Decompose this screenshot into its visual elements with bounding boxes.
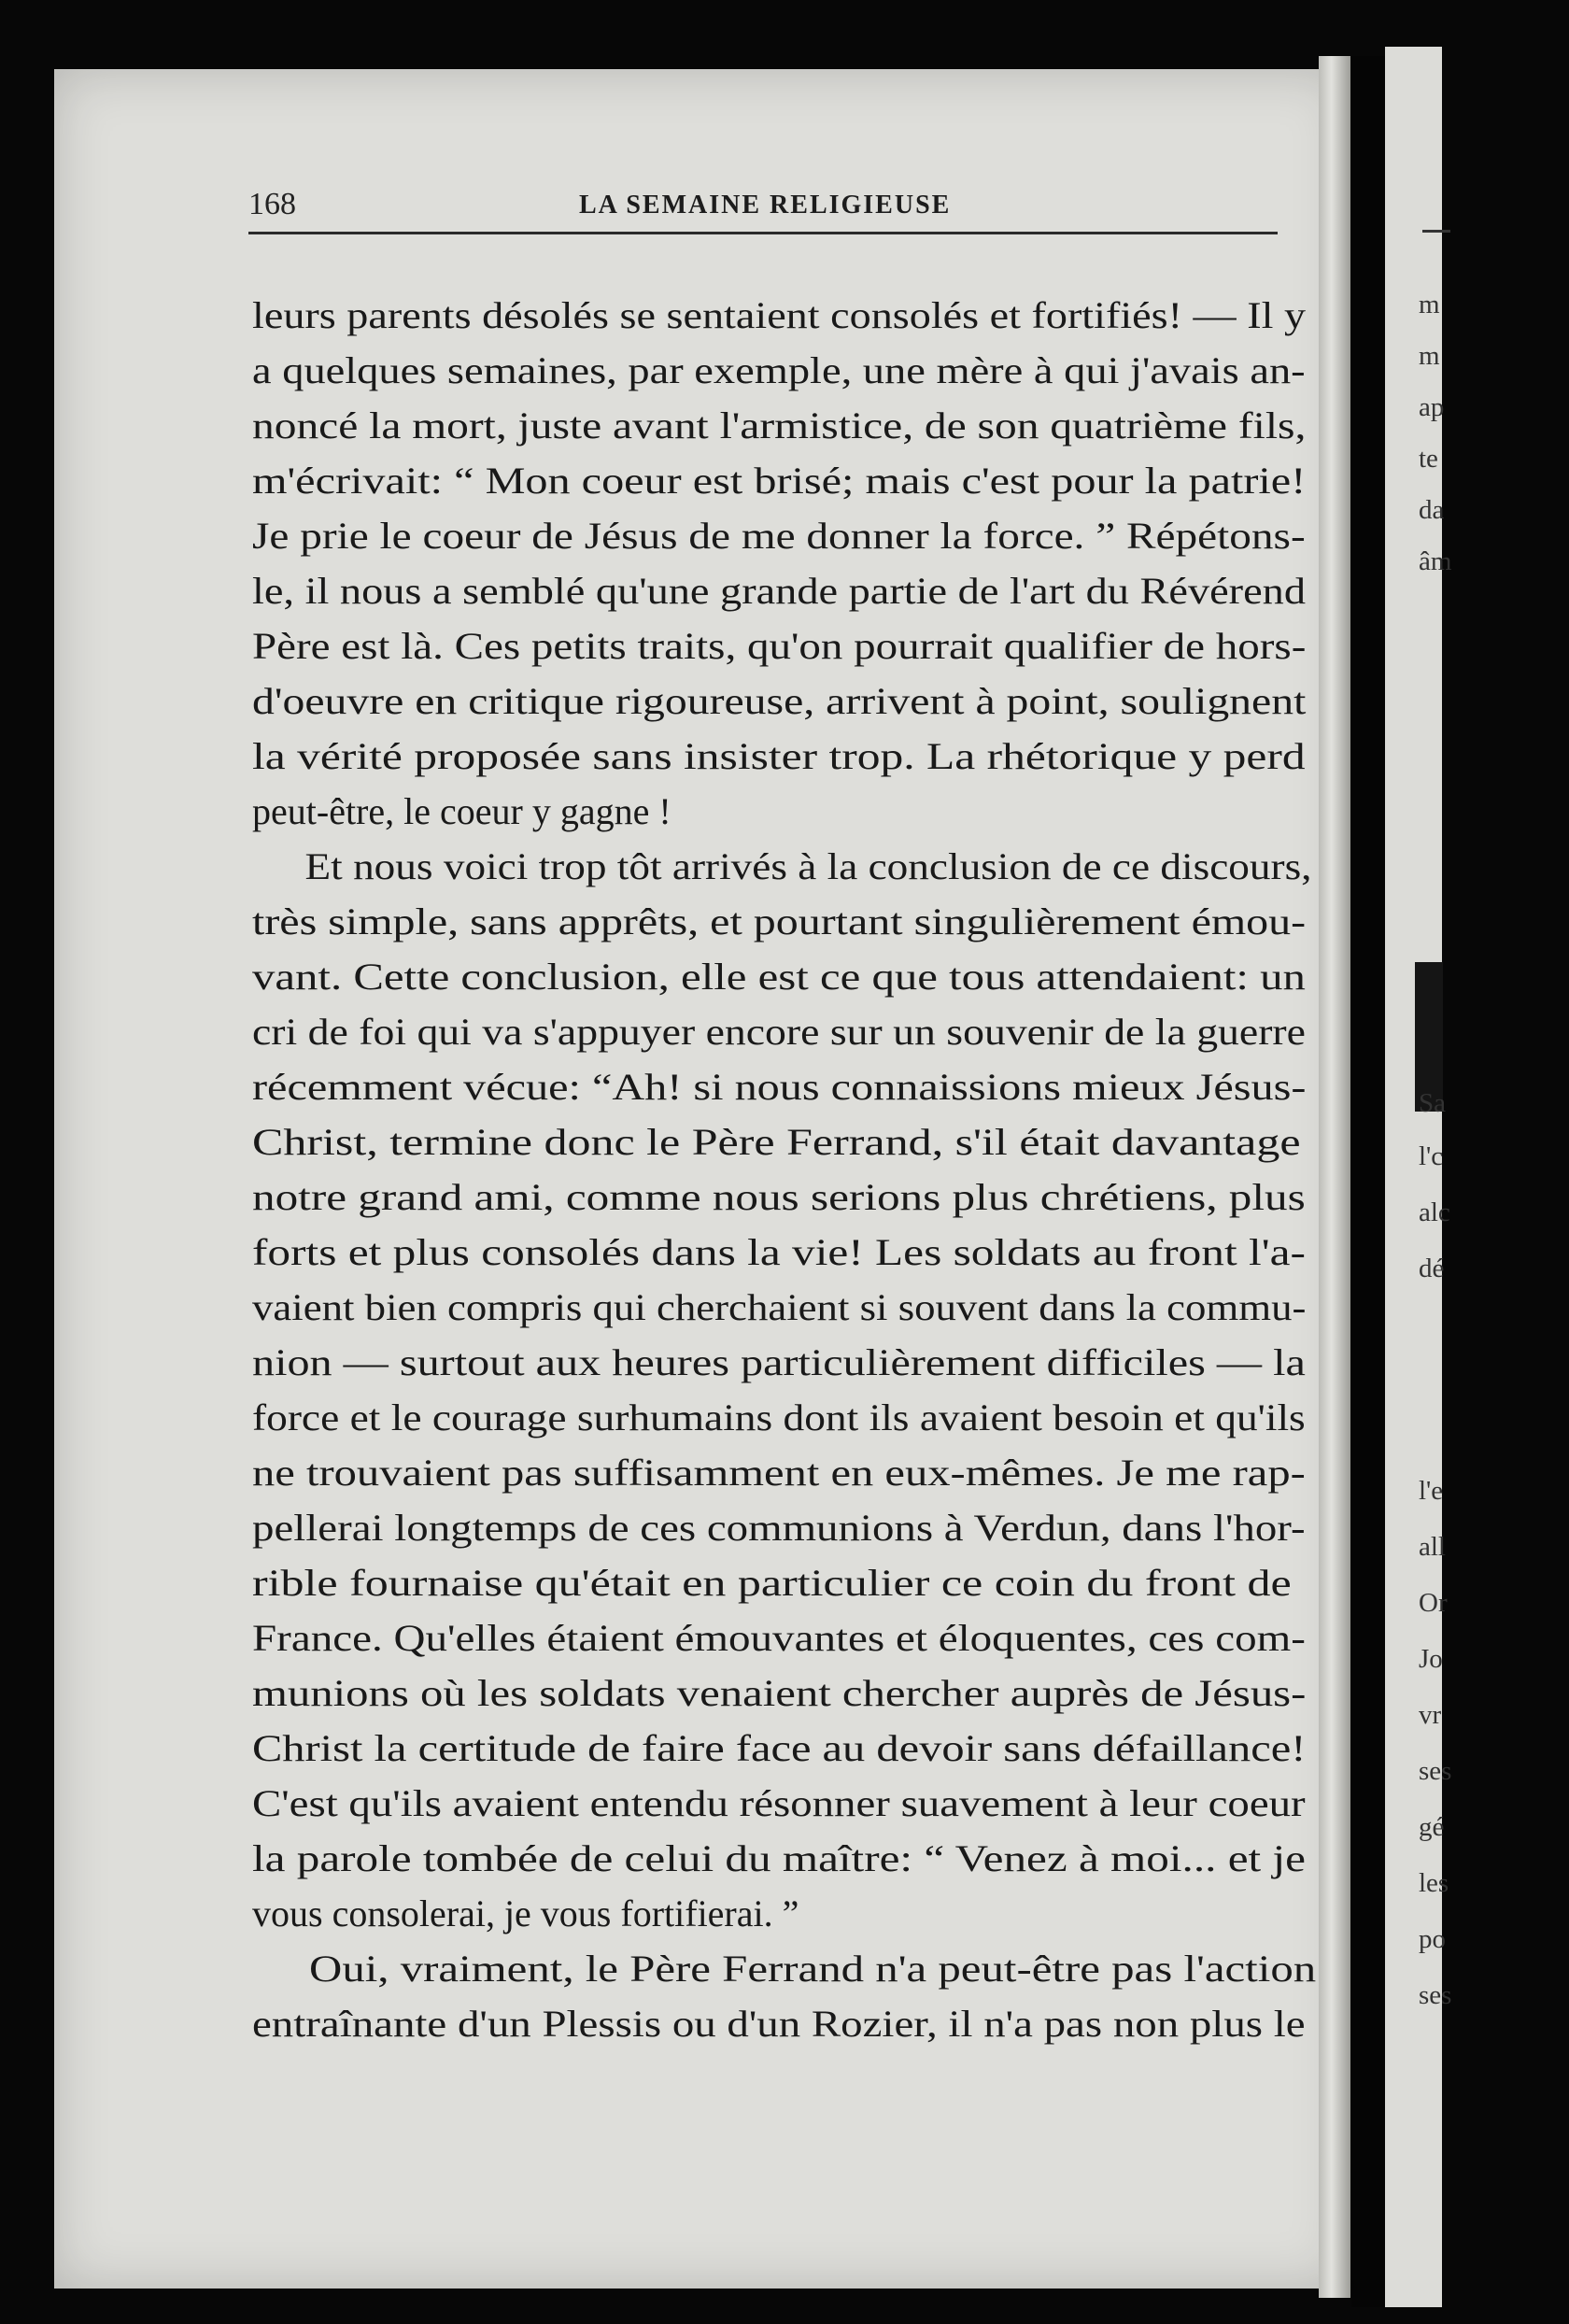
facing-page-fragment: m	[1419, 341, 1440, 371]
facing-page-fragment: ses	[1419, 1980, 1452, 2010]
text-line: Je prie le coeur de Jésus de me donner la force. ” Répétons-	[252, 515, 1306, 557]
facing-page-fragment: m	[1419, 290, 1440, 319]
text-line: d'oeuvre en critique rigoureuse, arrivent à point, soulignent	[252, 680, 1307, 722]
facing-page-fragment: Jo	[1419, 1644, 1443, 1674]
running-head: LA SEMAINE RELIGIEUSE	[579, 191, 952, 220]
facing-page-fragment: Sa	[1419, 1088, 1446, 1118]
facing-page-fragment: Or	[1419, 1588, 1448, 1618]
text-line: pellerai longtemps de ces communions à Verdun, dans l'hor-	[252, 1507, 1306, 1549]
text-line: munions où les soldats venaient chercher auprès de Jésus-	[252, 1672, 1307, 1714]
text-line: ne trouvaient pas suffisamment en eux-mêmes. Je me rap-	[252, 1452, 1306, 1494]
facing-page-fragment: ap	[1419, 392, 1445, 422]
text-line: le, il nous a semblé qu'une grande partie de l'art du Révérend	[252, 570, 1307, 612]
text-line: force et le courage surhumains dont ils avaient besoin et qu'ils	[252, 1396, 1306, 1438]
text-line: a quelques semaines, par exemple, une mère à qui j'avais an-	[252, 349, 1306, 391]
text-line: France. Qu'elles étaient émouvantes et éloquentes, ces com-	[252, 1617, 1306, 1659]
text-line: entraînante d'un Plessis ou d'un Rozier, il n'a pas non plus le	[252, 2003, 1306, 2045]
facing-page-fragment: âm	[1419, 546, 1452, 576]
facing-page-fragment: dé	[1419, 1254, 1445, 1283]
text-line: forts et plus consolés dans la vie! Les soldats au front l'a-	[252, 1231, 1306, 1273]
text-line: Père est là. Ces petits traits, qu'on pourrait qualifier de hors-	[252, 625, 1307, 667]
facing-page-fragment: alc	[1419, 1197, 1450, 1227]
text-line: nion — surtout aux heures particulièrement difficiles — la	[252, 1341, 1306, 1383]
text-line: rible fournaise qu'était en particulier ce coin du front de	[252, 1562, 1292, 1604]
text-line: vous consolerai, je vous fortifierai. ”	[252, 1892, 799, 1934]
facing-page-fragment: ses	[1419, 1756, 1452, 1786]
text-line: vant. Cette conclusion, elle est ce que tous attendaient: un	[252, 956, 1306, 998]
text-line: Christ, termine donc le Père Ferrand, s'il était davantage	[252, 1121, 1301, 1163]
facing-page-fragment: po	[1419, 1924, 1446, 1954]
text-line: la parole tombée de celui du maître: “ Venez à moi... et je	[252, 1837, 1306, 1879]
text-line: notre grand ami, comme nous serions plus chrétiens, plus	[252, 1176, 1306, 1218]
page-number: 168	[248, 187, 296, 221]
text-line: récemment vécue: “Ah! si nous connaissions mieux Jésus-	[252, 1066, 1307, 1108]
text-line: cri de foi qui va s'appuyer encore sur un souvenir de la guerre	[252, 1011, 1306, 1053]
facing-page-fragment: vr	[1419, 1700, 1442, 1730]
facing-page-rule	[1422, 230, 1450, 233]
header-rule	[248, 232, 1278, 234]
text-line: C'est qu'ils avaient entendu résonner suavement à leur coeur	[252, 1782, 1306, 1824]
facing-page-fragment: l'c	[1419, 1141, 1444, 1171]
text-line: leurs parents désolés se sentaient consolés et fortifiés! — Il y	[252, 294, 1307, 336]
text-line: noncé la mort, juste avant l'armistice, de son quatrième fils,	[252, 404, 1307, 446]
text-line: Et nous voici trop tôt arrivés à la conclusion de ce discours,	[304, 845, 1312, 887]
facing-page-fragment: te	[1419, 444, 1438, 474]
text-line: la vérité proposée sans insister trop. La rhétorique y perd	[252, 735, 1306, 777]
text-line: m'écrivait: “ Mon coeur est brisé; mais c'est pour la patrie!	[252, 460, 1307, 502]
facing-page-fragment: gé	[1419, 1812, 1445, 1842]
text-line: peut-être, le coeur y gagne !	[252, 790, 671, 832]
body-text	[252, 288, 1317, 2051]
text-line: vaient bien compris qui cherchaient si souvent dans la commu-	[252, 1286, 1307, 1328]
facing-page-fragment: da	[1419, 495, 1445, 525]
facing-page-fragment: les	[1419, 1868, 1449, 1898]
facing-page-fragment: l'e	[1419, 1476, 1444, 1506]
page-header	[248, 187, 1278, 234]
facing-page-fragment: all	[1419, 1532, 1446, 1562]
text-line: Oui, vraiment, le Père Ferrand n'a peut-être pas l'action	[309, 1948, 1317, 1990]
text-line: très simple, sans apprêts, et pourtant singulièrement émou-	[252, 900, 1307, 942]
text-line: Christ la certitude de faire face au devoir sans défaillance!	[252, 1727, 1307, 1769]
